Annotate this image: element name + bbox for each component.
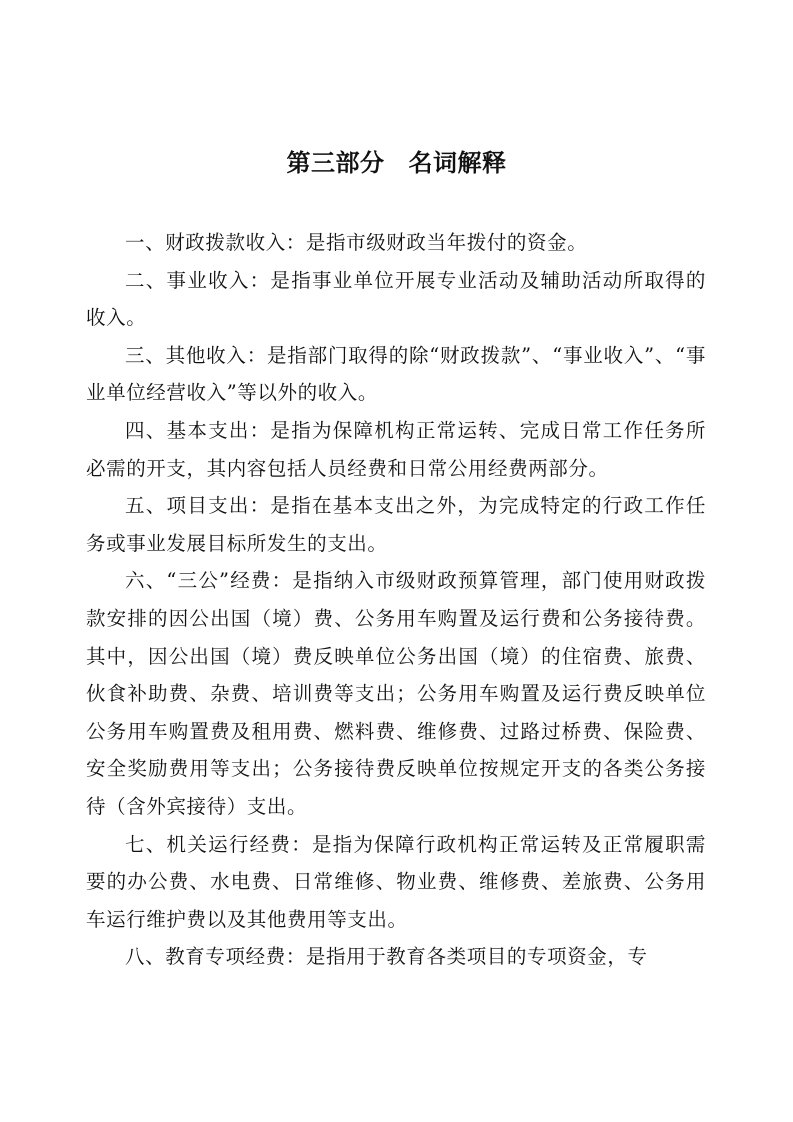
- paragraph-other-income: 三、其他收入：是指部门取得的除“财政拨款”、“事业收入”、“事业单位经营收入”等以外的收入。: [86, 343, 706, 405]
- page-title: [0, 143, 793, 183]
- paragraph-fiscal-appropriation-income: 一、财政拨款收入：是指市级财政当年拨付的资金。: [125, 231, 588, 254]
- document-body: [86, 224, 706, 976]
- paragraph-education-special-funds: 八、教育专项经费：是指用于教育各类项目的专项资金，专: [125, 945, 648, 969]
- paragraph-agency-operating-expenses: 七、机关运行经费：是指为保障行政机构正常运转及正常履职需要的办公费、水电费、日常维修、物业费、维修费、差旅费、公务用车运行维护费以及其他费用等支出。: [86, 832, 706, 931]
- title-name: 名词解释: [408, 149, 507, 177]
- paragraph-business-income: 二、事业收入：是指事业单位开展专业活动及辅助活动所取得的收入。: [86, 268, 706, 330]
- title-part: 第三部分: [286, 149, 385, 177]
- paragraph-project-expenditure: 五、项目支出：是指在基本支出之外，为完成特定的行政工作任务或事业发展目标所发生的支出。: [86, 494, 706, 555]
- paragraph-three-public-expenses: 六、“三公”经费：是指纳入市级财政预算管理，部门使用财政拨款安排的因公出国（境）费、公务用车购置及运行费和公务接待费。其中，因公出国（境）费反映单位公务出国（境）的住宿费、旅费、伙食补助费、杂费、培训费等支出；公务用车购置及运行费反映单位公务用车购置费及租用费、燃料费、维修费、过路过桥费、保险费、安全奖励费用等支出；公务接待费反映单位按规定开支的各类公务接待（含外宾接待）支出。: [86, 569, 706, 818]
- paragraph-basic-expenditure: 四、基本支出：是指为保障机构正常运转、完成日常工作任务所必需的开支，其内容包括人员经费和日常公用经费两部分。: [86, 418, 706, 480]
